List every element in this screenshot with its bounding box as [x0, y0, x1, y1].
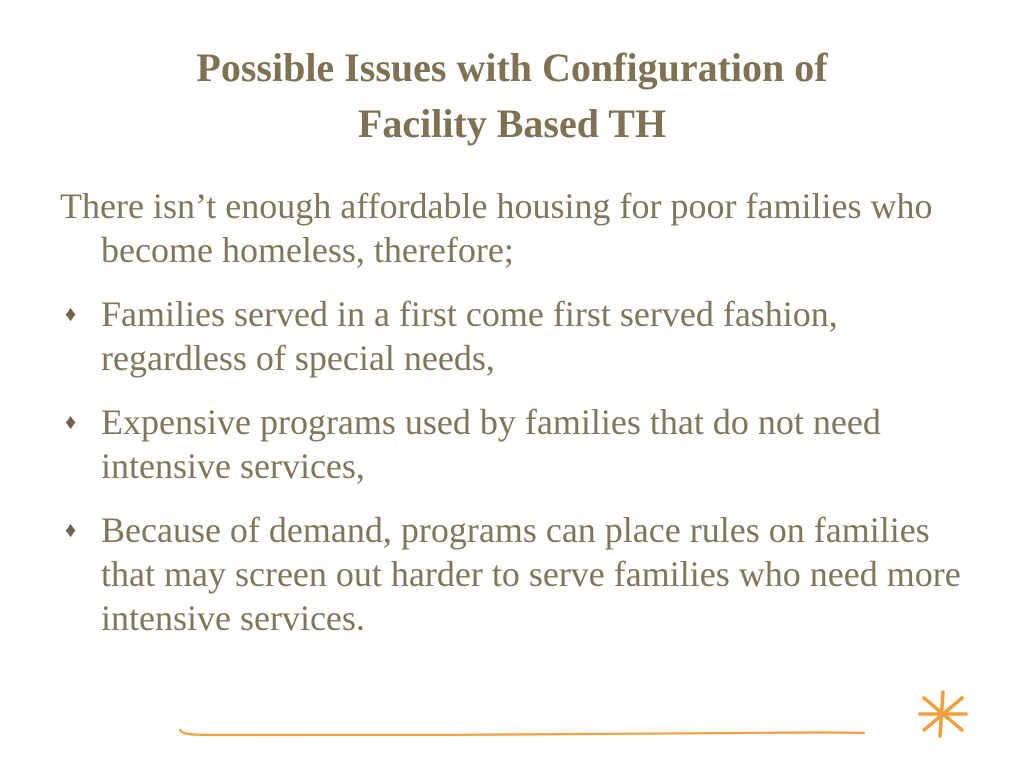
slide-body [60, 184, 980, 660]
bullet-list [60, 292, 980, 640]
diamond-bullet-icon: ♦ [65, 301, 77, 326]
bullet-item-3 [60, 508, 980, 640]
diamond-bullet-icon: ♦ [65, 409, 77, 434]
diamond-bullet-icon: ♦ [65, 517, 77, 542]
intro-paragraph: There isn’t enough affordable housing for poor families who become homeless, therefore; [60, 186, 933, 270]
title-line-1: Possible Issues with Configuration of [196, 45, 828, 90]
asterisk-icon [914, 690, 972, 738]
bullet-text-3: Because of demand, programs can place rules on families that may screen out harder to serve families who need more intensive services. [101, 510, 961, 638]
slide-title [60, 40, 964, 152]
bullet-text-2: Expensive programs used by families that do not need intensive services, [101, 402, 881, 486]
swoosh-line-icon [178, 722, 868, 744]
title-line-2: Facility Based TH [357, 101, 667, 146]
bullet-item-1 [60, 292, 980, 380]
bullet-item-2 [60, 400, 980, 488]
bullet-text-1: Families served in a first come first served fashion, regardless of special needs, [101, 294, 838, 378]
